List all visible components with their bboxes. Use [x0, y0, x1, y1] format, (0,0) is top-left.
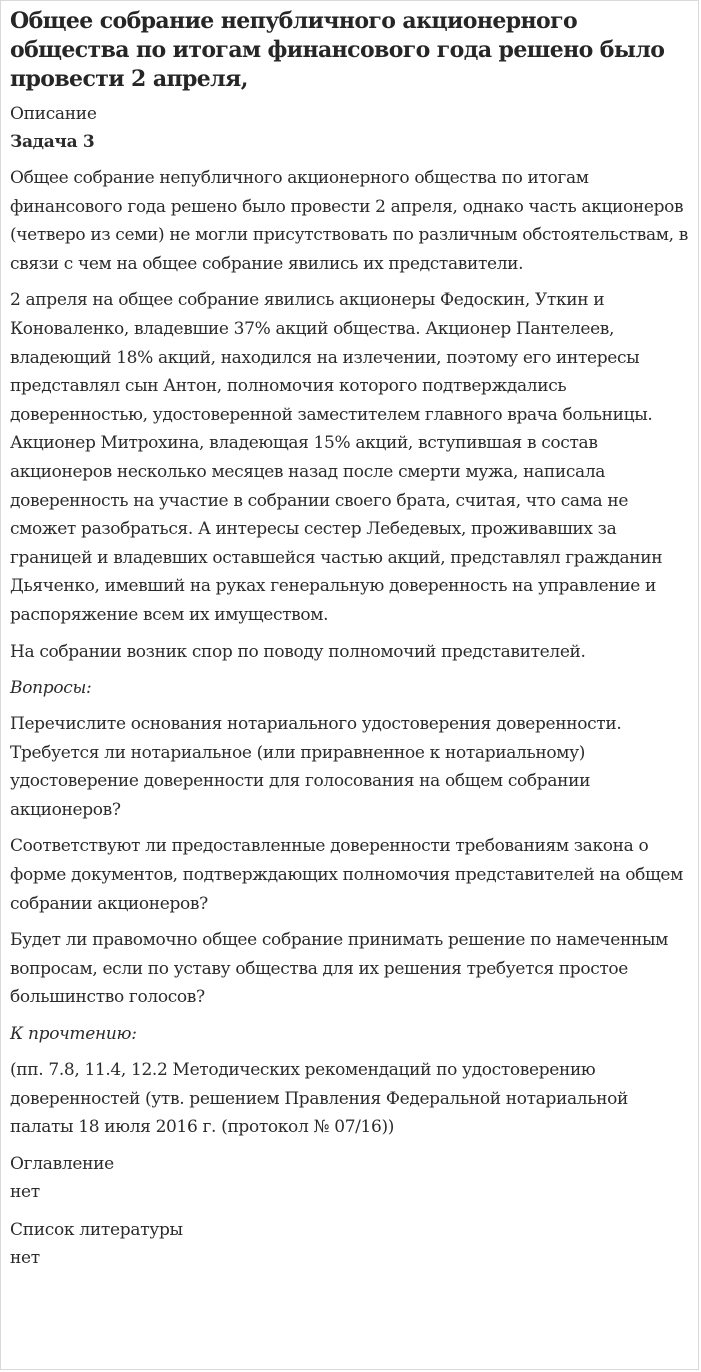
reading-heading: К прочтению:	[10, 1024, 137, 1045]
question-1: Перечислите основания нотариального удостоверения доверенности. Требуется ли нотариальное (или приравненное к нотариальному) удостоверение доверенности для голосования на общем собрании акционеров?	[10, 714, 622, 820]
toc-value: нет	[10, 1181, 40, 1202]
description-label: Описание	[10, 104, 97, 124]
bibliography-value: нет	[10, 1247, 40, 1268]
page-title: Общее собрание непубличного акционерного общества по итогам финансового года решено было провести 2 апреля,	[10, 8, 665, 92]
question-2: Соответствуют ли предоставленные доверенности требованиям закона о форме документов, подтверждающих полномочия представителей на общем собрании акционеров?	[10, 836, 684, 914]
reading-text: (пп. 7.8, 11.4, 12.2 Методических рекомендаций по удостоверению доверенностей (утв. решением Правления Федеральной нотариальной палаты 18 июля 2016 г. (протокол № 07/16))	[10, 1060, 628, 1138]
paragraph-dispute: На собрании возник спор по поводу полномочий представителей.	[10, 641, 586, 662]
bibliography-label: Список литературы	[10, 1219, 183, 1240]
questions-heading: Вопросы:	[10, 678, 92, 699]
paragraph-intro: Общее собрание непубличного акционерного общества по итогам финансового года решено было провести 2 апреля, однако часть акционеров (четверо из семи) не могли присутствовать по различным обстоятельствам, в связи с чем на общее собрание явились их представители.	[10, 168, 689, 274]
paragraph-details: 2 апреля на общее собрание явились акционеры Федоскин, Уткин и Коноваленко, владевшие 37% акций общества. Акционер Пантелеев, владеющий 18% акций, находился на излечении, поэтому его интересы представлял сын Антон, полномочия которого подтверждались доверенностью, удостоверенной заместителем главного врача больницы. Акционер Митрохина, владеющая 15% акций, вступившая в состав акционеров несколько месяцев назад после смерти мужа, написала доверенность на участие в собрании своего брата, считая, что сама не сможет разобраться. А интересы сестер Лебедевых, проживавших за границей и владевших оставшейся частью акций, представлял гражданин Дьяченко, имевший на руках генеральную доверенность на управление и распоряжение всем их имуществом.	[10, 290, 663, 625]
task-label: Задача 3	[10, 132, 95, 152]
question-3: Будет ли правомочно общее собрание принимать решение по намеченным вопросам, если по уставу общества для их решения требуется простое большинство голосов?	[10, 930, 669, 1008]
toc-label: Оглавление	[10, 1153, 114, 1174]
